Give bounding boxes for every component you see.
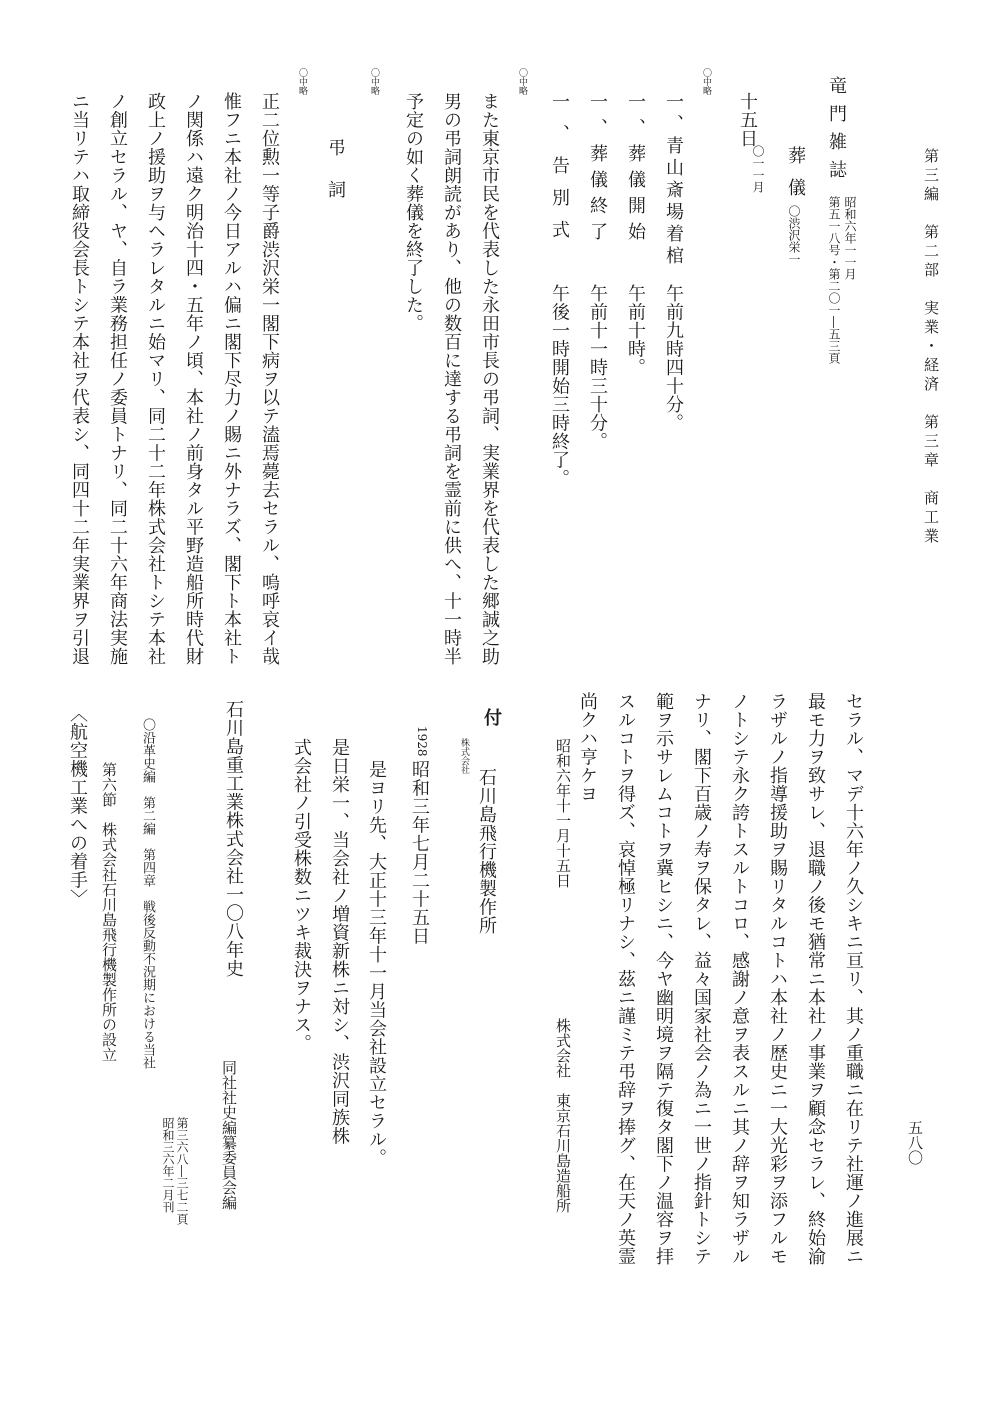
eulogy-line-3: ノ関係ハ遠ク明治十四・五年ノ頃、本社ノ前身タル平野造船所時代財 [183,92,204,666]
date-top: 十五日 [737,92,758,148]
source-date: 昭和六年一一月 [843,196,857,280]
eulogy-cont-7: スルコトヲ得ズ、哀悼極リナシ、茲ニ謹ミテ弔辞ヲ捧グ、在天ノ英霊 [615,692,636,1266]
source-pages: 第三六八―三七二頁 [175,1117,189,1225]
eulogy-cont-4: ノトシテ永ク誇トスルトコロ、感謝ノ意ヲ表スルニ其ノ辞ヲ知ラザル [729,692,750,1266]
eulogy-cont-1: セラル、マデ十六年ノ久シキニ亘リ、其ノ重職ニ在リテ社運ノ進展ニ [843,692,864,1266]
supplement-company: 石川島飛行機製作所 [476,768,497,935]
eulogy-line-2: 惟フニ本社ノ今日アルハ偏ニ閣下尽力ノ賜ニ外ナラズ、閣下ト本社ト [221,92,242,666]
section-subtitle: 〈航空機工業への着手〉 [67,704,88,908]
narrative-line-2: 男の弔詞朗読があり、他の数百に達する弔詞を霊前に供へ、十一時半 [441,92,462,666]
schedule-time-2: 午前十時。 [625,284,646,377]
omit-marker-3: 〇中略 [369,68,379,95]
supplement-label: 付 [481,708,502,727]
funeral-heading: 葬儀 [785,146,806,210]
omit-marker-4: 〇中略 [297,68,307,95]
eulogy-cont-6: 範ヲ示サレムコトヲ冀ヒシニ、今ヤ幽明境ヲ隔テ復タ閣下ノ温容ヲ拝 [653,692,674,1266]
year-ad: 1928 [415,726,429,757]
narrative-line-3: 予定の如く葬儀を終了した。 [403,92,424,333]
eulogy-cont-5: ナリ、閣下百歳ノ寿ヲ保タレ、益々国家社会ノ為ニ一世ノ指針トシテ [691,692,712,1266]
entry-line-3: 式会社ノ引受株数ニツキ裁決ヲナス。 [291,738,312,1053]
date-line: 昭和三年七月二十五日 [409,760,430,945]
eulogy-line-6: ニ当リテハ取締役会長トシテ本社ヲ代表シ、同四十二年実業界ヲ引退 [69,92,90,666]
closing-date: 昭和六年十一月十五日 [554,738,572,888]
eulogy-line-1: 正二位勲一等子爵渋沢栄一閣下病ヲ以テ溘焉薨去セラル、嗚呼哀イ哉 [259,92,280,666]
heading-marker: 〇渋沢栄一 [787,205,801,265]
eulogy-cont-8: 尚クハ亨ケヨ [577,692,598,803]
schedule-label-4: 一、告別式 [549,92,570,252]
page-number: 五八〇 [906,1120,924,1165]
entry-line-1: 是ヨリ先、大正十三年十一月当会社設立セラル。 [366,760,387,1167]
section-note: 〇沿革史編 第二編 第四章 戦後反動不況期における当社 [140,718,155,1069]
schedule-time-4: 午後一時開始三時終了。 [549,284,570,488]
entry-line-2: 是日栄一、当会社ノ増資新株ニ対シ、渋沢同族株 [329,738,350,1145]
date-marker: 〇一一月 [751,145,765,193]
schedule-label-3: 一、葬儀終了 [587,92,608,248]
eulogy-heading: 弔詞 [325,138,346,222]
eulogy-cont-3: ラザルノ指導援助ヲ賜リタルコトハ本社ノ歴史ニ一大光彩ヲ添フルモ [767,692,788,1266]
source-issue: 第五一八号・第二〇一―五三頁 [827,196,841,364]
closing-company: 株式会社 東京石川島造船所 [554,1018,572,1213]
eulogy-cont-2: 最モ力ヲ致サレ、退職ノ後モ猶常ニ本社ノ事業ヲ顧念セラレ、終始渝 [805,692,826,1266]
eulogy-line-5: ノ創立セラル、ヤ、自ラ業務担任ノ委員トナリ、同二十六年商法実施 [107,92,128,666]
omit-marker-2: 〇中略 [517,68,527,95]
source-title: 竜門雑誌 [826,76,847,188]
source-published: 昭和三六年二月刊 [161,1117,175,1213]
supplement-company-small: 株式会社 [459,738,469,774]
eulogy-line-4: 政上ノ援助ヲ与ヘラレタルニ始マリ、同二十二年株式会社トシテ本社 [145,92,166,666]
schedule-time-3: 午前十一時三十分。 [587,284,608,451]
schedule-label-2: 一、葬儀開始 [625,92,646,248]
source-book: 石川島重工業株式会社一〇八年史 [223,700,244,978]
running-head: 第三編 第二部 実業・経済 第三章 商工業 [922,148,940,547]
omit-marker-1: 〇中略 [701,68,711,95]
section-title: 第六節 株式会社石川島飛行機製作所の設立 [100,762,118,1062]
narrative-line-1: また東京市民を代表した永田市長の弔詞、実業界を代表した郷誠之助 [479,92,500,666]
schedule-label-1: 一、青山斎場着棺 [663,92,684,268]
source-editor: 同社社史編纂委員会編 [220,1060,238,1210]
schedule-time-1: 午前九時四十分。 [663,284,684,432]
